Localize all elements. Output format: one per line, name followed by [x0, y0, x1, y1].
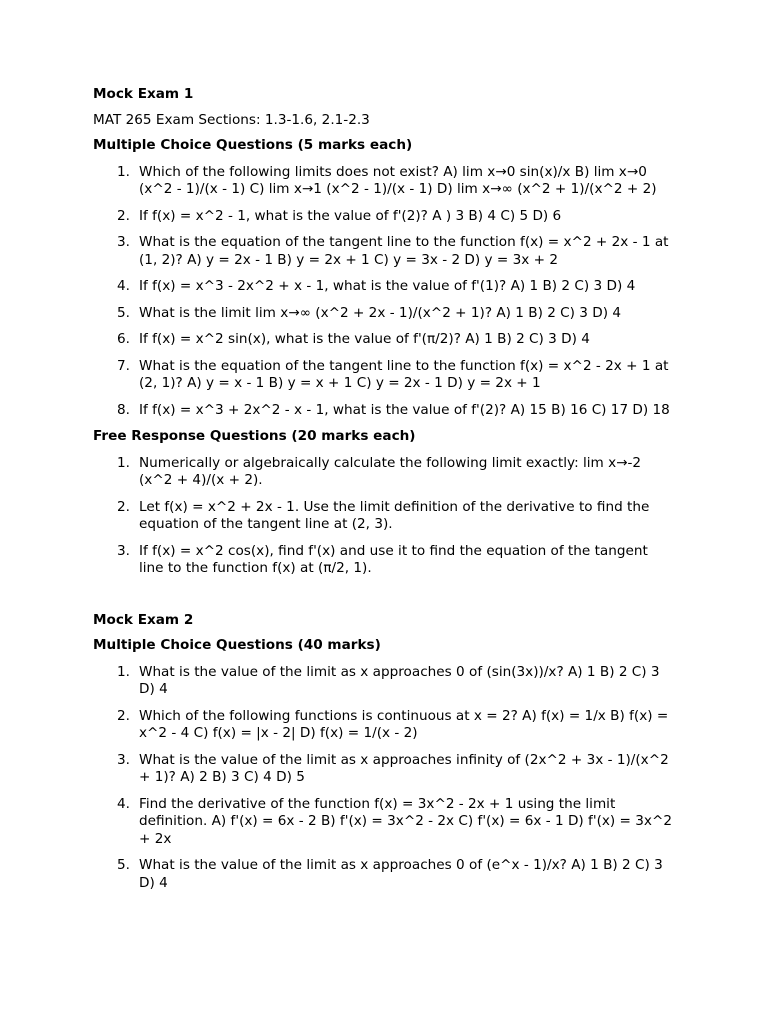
question-text: Find the derivative of the function f(x) = 3x^2 - 2x + 1 using the limit definition. A) f'(x) = 6x - 2 B) f'(x) = 3x^2 - 2x C) f'(x) = 6x - 1 D) f'(x) = 3x^2 + 2x — [139, 795, 672, 847]
question-number: 5. — [117, 304, 130, 321]
question-text: If f(x) = x^2 cos(x), find f'(x) and use it to find the equation of the tangent line to the function f(x) at (π/2, 1). — [139, 542, 648, 576]
exam1-mc-list — [93, 164, 675, 420]
list-item — [93, 857, 675, 892]
question-text: Let f(x) = x^2 + 2x - 1. Use the limit definition of the derivative to find the equation of the tangent line at (2, 3). — [139, 498, 650, 532]
list-item — [93, 708, 675, 743]
question-number: 5. — [117, 857, 130, 873]
exam1-title: Mock Exam 1 — [93, 86, 194, 102]
list-item — [93, 796, 675, 849]
list-item — [93, 499, 675, 534]
list-item — [93, 358, 675, 393]
question-number: 2. — [117, 707, 130, 724]
question-number: 2. — [117, 498, 130, 515]
exam2-mc-list — [93, 664, 675, 893]
list-item — [93, 664, 675, 699]
question-text: If f(x) = x^3 + 2x^2 - x - 1, what is the value of f'(2)? A) 15 B) 16 C) 17 D) 18 — [139, 401, 670, 418]
list-item — [93, 164, 675, 199]
question-number: 2. — [117, 207, 130, 224]
list-item — [93, 208, 675, 226]
question-text: What is the limit lim x→∞ (x^2 + 2x - 1)/(x^2 + 1)? A) 1 B) 2 C) 3 D) 4 — [139, 304, 622, 321]
question-number: 8. — [117, 401, 130, 418]
exam2-title: Mock Exam 2 — [93, 611, 194, 628]
question-text: What is the value of the limit as x approaches 0 of (sin(3x))/x? A) 1 B) 2 C) 3 D) 4 — [139, 663, 660, 697]
list-item — [93, 234, 675, 269]
question-number: 3. — [117, 542, 130, 559]
exam1-fr-list — [93, 455, 675, 578]
exam1-fr-heading: Free Response Questions (20 marks each) — [93, 428, 416, 444]
question-number: 1. — [117, 454, 130, 471]
question-number: 6. — [117, 331, 130, 347]
question-number: 7. — [117, 357, 130, 374]
question-number: 1. — [117, 663, 130, 680]
list-item — [93, 402, 675, 420]
question-text: What is the value of the limit as x approaches 0 of (e^x - 1)/x? A) 1 B) 2 C) 3 D) 4 — [139, 857, 663, 891]
exam1-mc-heading: Multiple Choice Questions (5 marks each) — [93, 137, 413, 153]
list-item — [93, 305, 675, 323]
question-number: 3. — [117, 751, 130, 768]
list-item — [93, 455, 675, 490]
list-item — [93, 331, 675, 349]
question-text: Which of the following limits does not exist? A) lim x→0 sin(x)/x B) lim x→0 (x^2 - 1)/(x - 1) C) lim x→1 (x^2 - 1)/(x - 1) D) lim x→∞ (x^2 + 1)/(x^2 + 2) — [139, 163, 657, 197]
question-number: 3. — [117, 234, 130, 250]
exam2-mc-heading: Multiple Choice Questions (40 marks) — [93, 637, 381, 653]
exam1-subtitle: MAT 265 Exam Sections: 1.3-1.6, 2.1-2.3 — [93, 111, 370, 128]
question-number: 1. — [117, 163, 130, 180]
question-number: 4. — [117, 278, 130, 294]
list-item — [93, 543, 675, 578]
list-item — [93, 752, 675, 787]
question-text: What is the equation of the tangent line to the function f(x) = x^2 - 2x + 1 at (2, 1)? A) y = x - 1 B) y = x + 1 C) y = 2x - 1 D) y = 2x + 1 — [139, 357, 669, 391]
question-text: If f(x) = x^2 sin(x), what is the value of f'(π/2)? A) 1 B) 2 C) 3 D) 4 — [139, 331, 590, 347]
question-text: If f(x) = x^3 - 2x^2 + x - 1, what is the value of f'(1)? A) 1 B) 2 C) 3 D) 4 — [139, 278, 636, 294]
question-text: Numerically or algebraically calculate the following limit exactly: lim x→-2 (x^2 + 4)/(x + 2). — [139, 454, 642, 488]
question-text: What is the equation of the tangent line to the function f(x) = x^2 + 2x - 1 at (1, 2)? A) y = 2x - 1 B) y = 2x + 1 C) y = 3x - 2 D) y = 3x + 2 — [139, 234, 669, 268]
question-number: 4. — [117, 795, 130, 812]
question-text: What is the value of the limit as x approaches infinity of (2x^2 + 3x - 1)/(x^2 + 1)? A) 2 B) 3 C) 4 D) 5 — [139, 751, 669, 785]
question-text: Which of the following functions is continuous at x = 2? A) f(x) = 1/x B) f(x) = x^2 - 4 C) f(x) = |x - 2| D) f(x) = 1/(x - 2) — [139, 707, 669, 741]
list-item — [93, 278, 675, 296]
question-text: If f(x) = x^2 - 1, what is the value of f'(2)? A ) 3 B) 4 C) 5 D) 6 — [139, 207, 562, 224]
